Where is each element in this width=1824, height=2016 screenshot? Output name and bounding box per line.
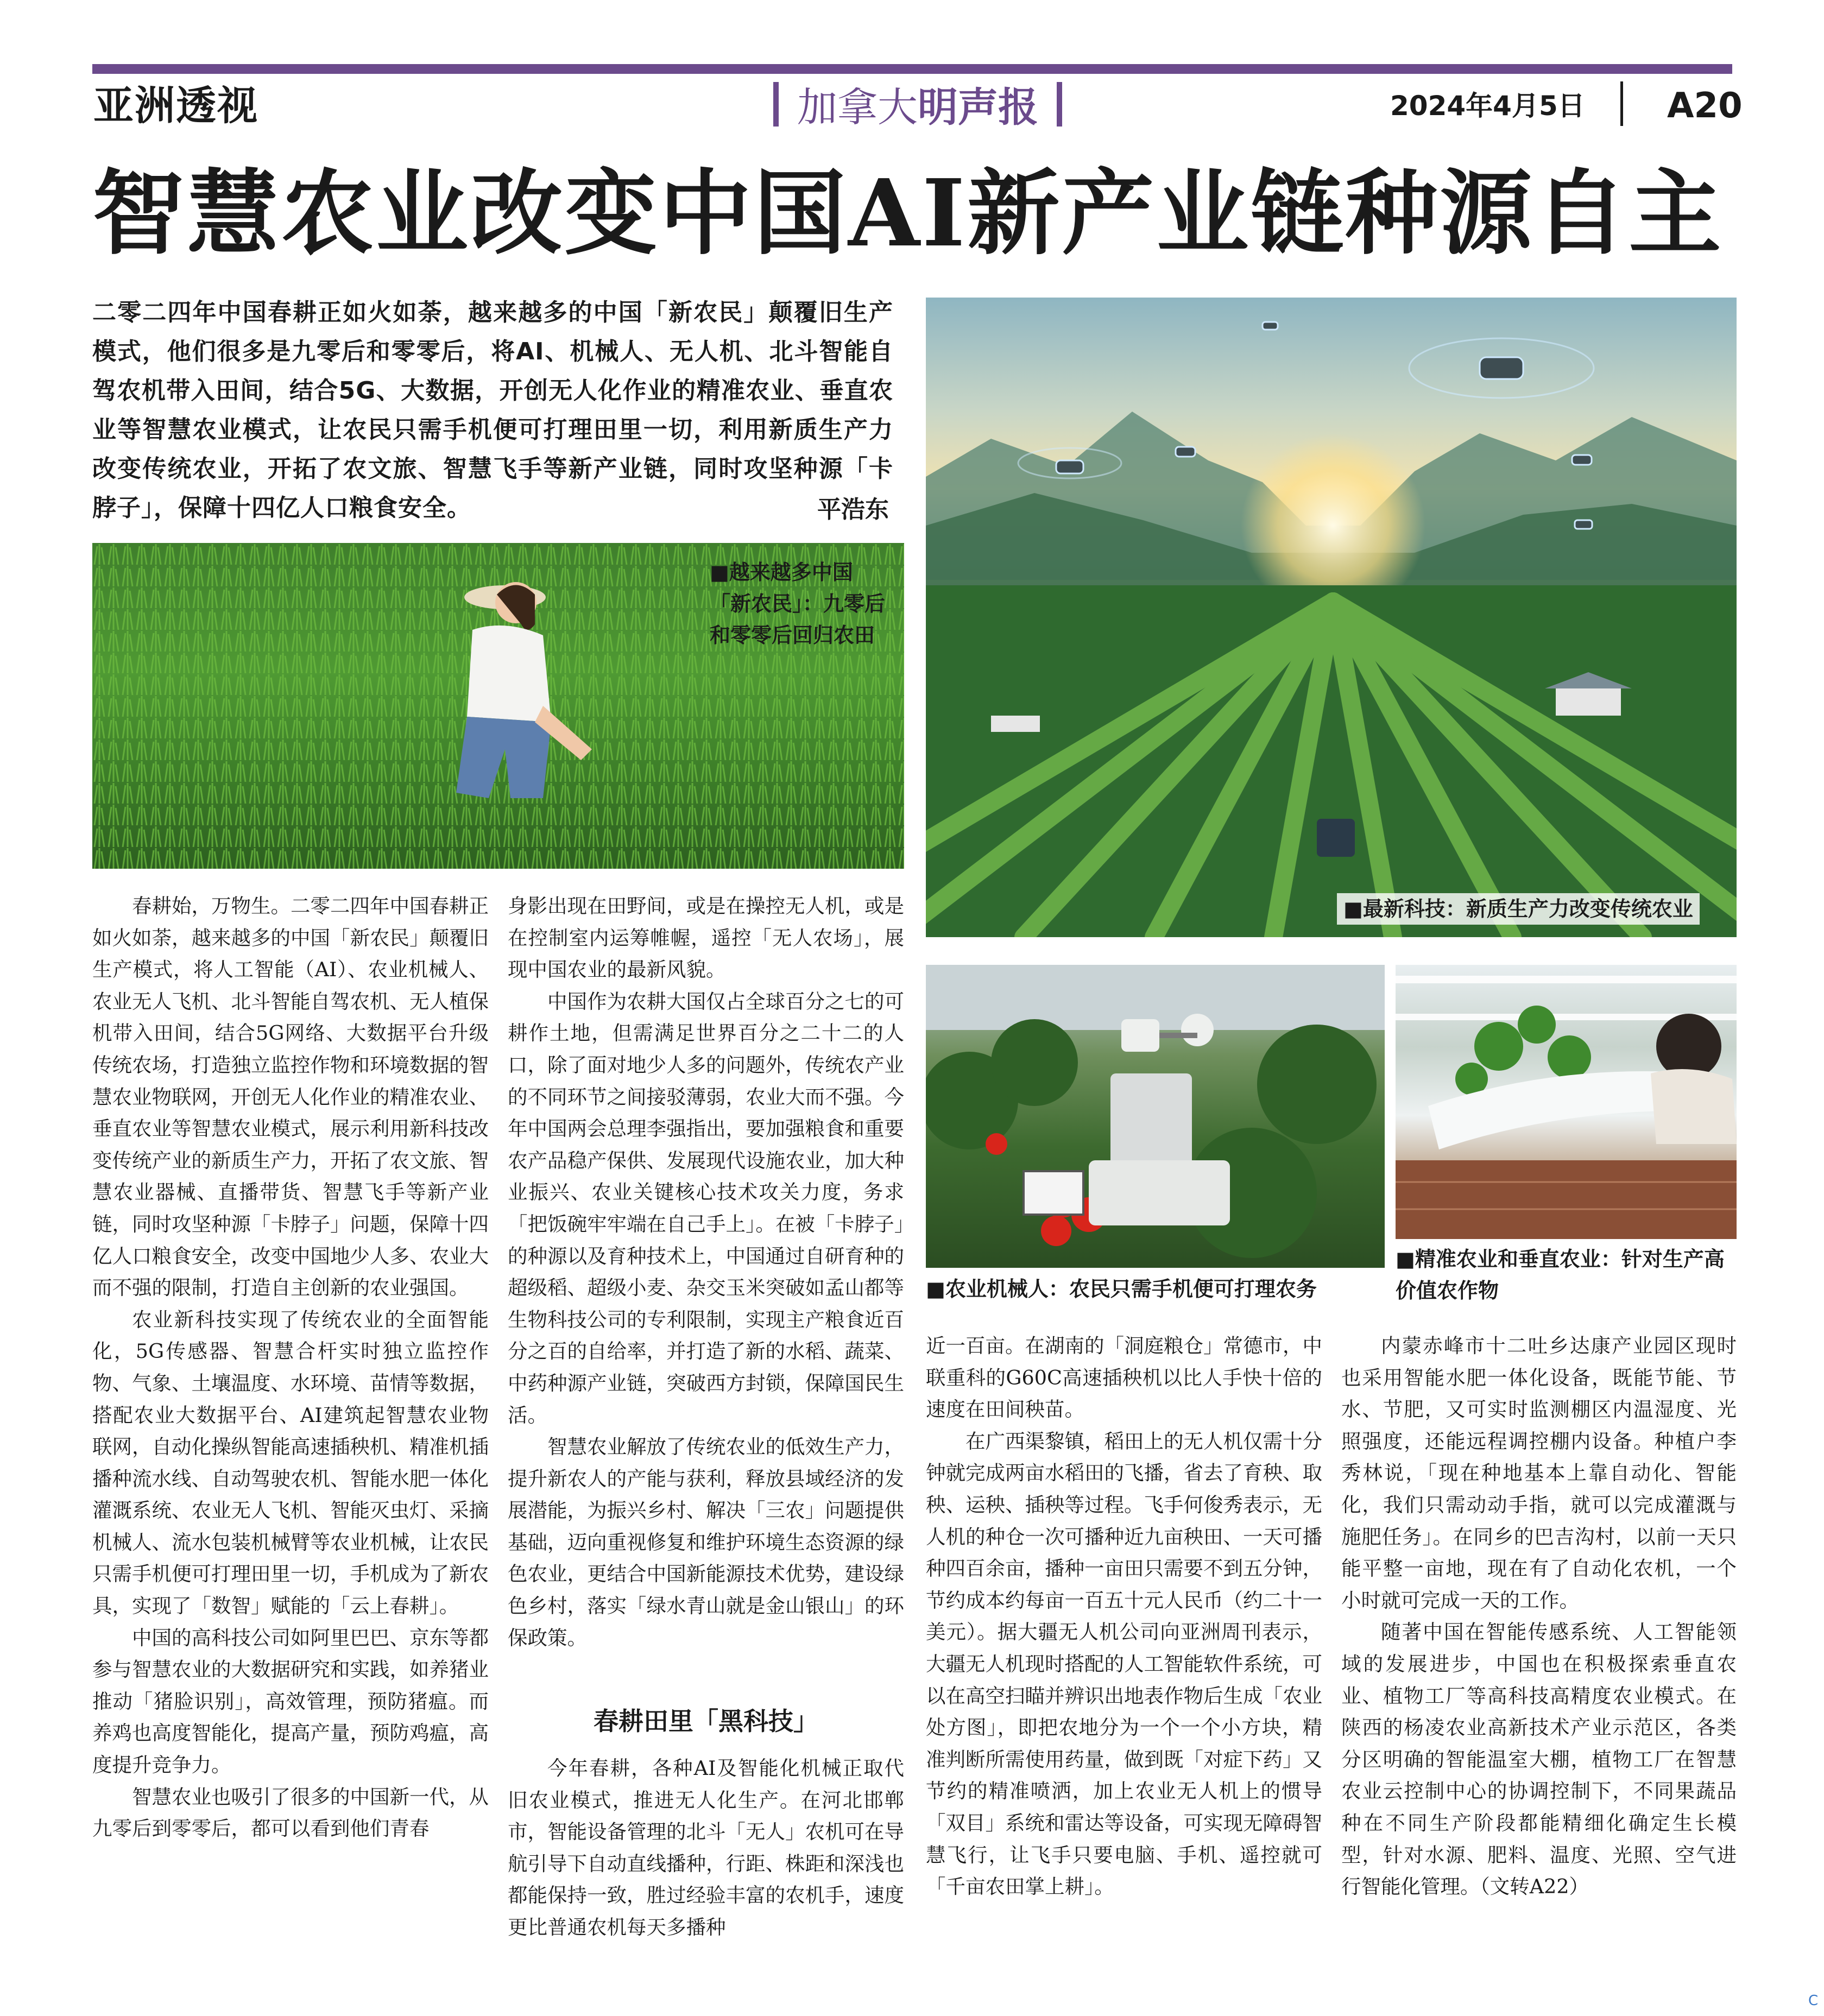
section-name: 亚洲透视 [93,83,258,129]
body-paragraph: 春耕始，万物生。二零二四年中国春耕正如火如荼，越来越多的中国「新农民」颠覆旧生产模式，将人工智能（AI）、农业机械人、农业无人飞机、北斗智能自驾农机、无人植保机带入田间，结合5G网络、大数据平台升级传统农场，打造独立监控作物和环境数据的智慧农业物联网，开创无人化作业的精准农业、垂直农业等智慧农业模式，展示利用新科技改变传统产业的新质生产力，开拓了农文旅、智慧农业器械、直播带货、智慧飞手等新产业链，同时攻坚种源「卡脖子」问题，保障十四亿人口粮食安全，改变中国地少人多、农业大而不强的限制，打造自主创新的农业强国。 [92,894,489,1300]
body-paragraph: 今年春耕，各种AI及智能化机械正取代旧农业模式，推进无人化生产。在河北邯郸市，智能设备管理的北斗「无人」农机可在导航引导下自动直线播种，行距、株距和深浅也都能保持一致，胜过经验丰富的农机手，速度更比普通农机每天多播种 [508,1756,904,1939]
vertical-farm-caption: ■精准农业和垂直农业：针对生产高价值农作物 [1396,1247,1725,1303]
drone-field-photo [926,298,1737,937]
body-paragraph: 近一百亩。在湖南的「洞庭粮仓」常德市，中联重科的G60C高速插秧机以比人手快十倍的速度在田间秧苗。 [926,1334,1322,1421]
header-top-rule [92,64,1732,74]
body-column-1 [92,890,489,1845]
drone-photo-caption: ■最新科技：新质生产力改变传统农业 [1337,893,1700,925]
body-column-2 [508,890,904,1654]
body-paragraph: 身影出现在田野间，或是在操控无人机，或是在控制室内运筹帷幄，遥控「无人农场」，展现中国农业的最新风貌。 [508,894,904,982]
issue-date: 2024年4月5日 [1390,90,1585,122]
header-divider [1620,81,1623,126]
body-column-3 [926,1330,1322,1903]
body-paragraph: 智慧农业也吸引了很多的中国新一代，从九零后到零零后，都可以看到他们青春 [92,1785,489,1841]
vertical-farm-photo [1396,965,1737,1239]
section-subhead: 春耕田里「黑科技」 [594,1707,818,1736]
lead-paragraph: 二零二四年中国春耕正如火如荼，越来越多的中国「新农民」颠覆旧生产模式，他们很多是九零后和零零后，将AI、机械人、无人机、北斗智能自驾农机带入田间，结合5G、大数据，开创无人化作业的精准农业、垂直农业等智慧农业模式，让农民只需手机便可打理田里一切，利用新质生产力改变传统农业，开拓了农文旅、智慧飞手等新产业链，同时攻坚种源「卡脖子」，保障十四亿人口粮食安全。 [92,299,893,522]
vertical-farm-illustration [1396,965,1737,1239]
body-paragraph: 内蒙赤峰市十二吐乡达康产业园区现时也采用智能水肥一体化设备，既能节能、节水、节肥，又可实时监测棚区内温湿度、光照强度，还能远程调控棚内设备。种植户李秀林说，「现在种地基本上靠自动化、智能化，我们只需动动手指，就可以完成灌溉与施肥任务」。在同乡的巴吉沟村，以前一天只能平整一亩地，现在有了自动化农机，一个小时就可完成一天的工作。 [1341,1334,1737,1612]
masthead-part2: 明声报 [918,84,1038,131]
corner-mark: C [1808,1993,1819,2009]
robot-photo [926,965,1385,1268]
body-paragraph: 农业新科技实现了传统农业的全面智能化，5G传感器、智慧合杆实时独立监控作物、气象、土壤温度、水环境、苗情等数据，搭配农业大数据平台、AI建筑起智慧农业物联网，自动化操纵智能高速插秧机、精准机插播种流水线、自动驾驶农机、智能水肥一体化灌溉系统、农业无人飞机、智能灭虫灯、采摘机械人、流水包装机械臂等农业机械，让农民只需手机便可打理田里一切，手机成为了新农具，实现了「数智」赋能的「云上春耕」。 [92,1307,489,1618]
body-paragraph: 中国作为农耕大国仅占全球百分之七的可耕作土地，但需满足世界百分之二十二的人口，除了面对地少人多的问题外，传统农产业的不同环节之间接驳薄弱，农业大而不强。今年中国两会总理李强指出，要加强粮食和重要农产品稳产保供、发展现代设施农业，加大种业振兴、农业关键核心技术攻关力度，务求「把饭碗牢牢端在自己手上」。在被「卡脖子」的种源以及育种技术上，中国通过自研育种的超级稻、超级小麦、杂交玉米突破如孟山都等生物科技公司的专利限制，实现主产粮食近百分之百的自给率，并打造了新的水稻、蔬菜、中药种源产业链，突破西方封锁，保障国民生活。 [508,989,904,1427]
body-column-4 [1341,1330,1737,1903]
masthead-right-bar [1057,82,1062,127]
byline: 平浩东 [817,496,889,523]
farmer-photo-caption: ■越来越多中国「新农民」：九零后和零零后回归农田 [710,560,886,647]
drone-field-illustration [926,298,1737,937]
body-paragraph: 中国的高科技公司如阿里巴巴、京东等都参与智慧农业的大数据研究和实践，如养猪业推动「猪脸识别」，高效管理，预防猪瘟。而养鸡也高度智能化，提高产量，预防鸡瘟，高度提升竞争力。 [92,1626,489,1777]
robot-photo-caption: ■农业机械人：农民只需手机便可打理农务 [926,1277,1317,1301]
masthead [739,77,1097,131]
body-paragraph: 在广西渠黎镇，稻田上的无人机仅需十分钟就完成两亩水稻田的飞播，省去了育秧、取秧、运秧、插秧等过程。飞手何俊秀表示，无人机的种仓一次可播种近九亩秧田、一天可播种四百余亩，播种一亩田只需要不到五分钟，节约成本约每亩一百五十元人民币（约二十一美元）。据大疆无人机公司向亚洲周刊表示，大疆无人机现时搭配的人工智能软件系统，可以在高空扫瞄并辨识出地表作物后生成「农业处方图」，即把农地分为一个一个小方块，精准判断所需使用药量，做到既「对症下药」又节约的精准喷洒，加上农业无人机上的惯导「双目」系统和雷达等设备，可实现无障碍智慧飞行，让飞手只要电脑、手机、遥控就可「千亩农田掌上耕」。 [926,1429,1322,1899]
robot-illustration [926,965,1385,1268]
masthead-part1: 加拿大 [797,84,918,131]
body-column-2-continued [508,1753,904,1944]
body-paragraph: 智慧农业解放了传统农业的低效生产力，提升新农人的产能与获利，释放县域经济的发展潜能，为振兴乡村、解决「三农」问题提供基础，迈向重视修复和维护环境生态资源的绿色农业，更结合中国新能源技术优势，建设绿色乡村，落实「绿水青山就是金山银山」的环保政策。 [508,1435,904,1650]
body-paragraph: 随著中国在智能传感系统、人工智能领域的发展进步，中国也在积极探索垂直农业、植物工厂等高科技高精度农业模式。在陕西的杨凌农业高新技术产业示范区，各类分区明确的智能温室大棚，植物工厂在智慧农业云控制中心的协调控制下，不同果蔬品种在不同生产阶段都能精细化确定生长模型，针对水源、肥料、温度、光照、空气进行智能化管理。（文转A22） [1341,1620,1737,1899]
masthead-left-bar [773,82,779,127]
page-number: A20 [1667,86,1743,126]
headline: 智慧农业改变中国AI新产业链种源自主 [92,159,1724,268]
